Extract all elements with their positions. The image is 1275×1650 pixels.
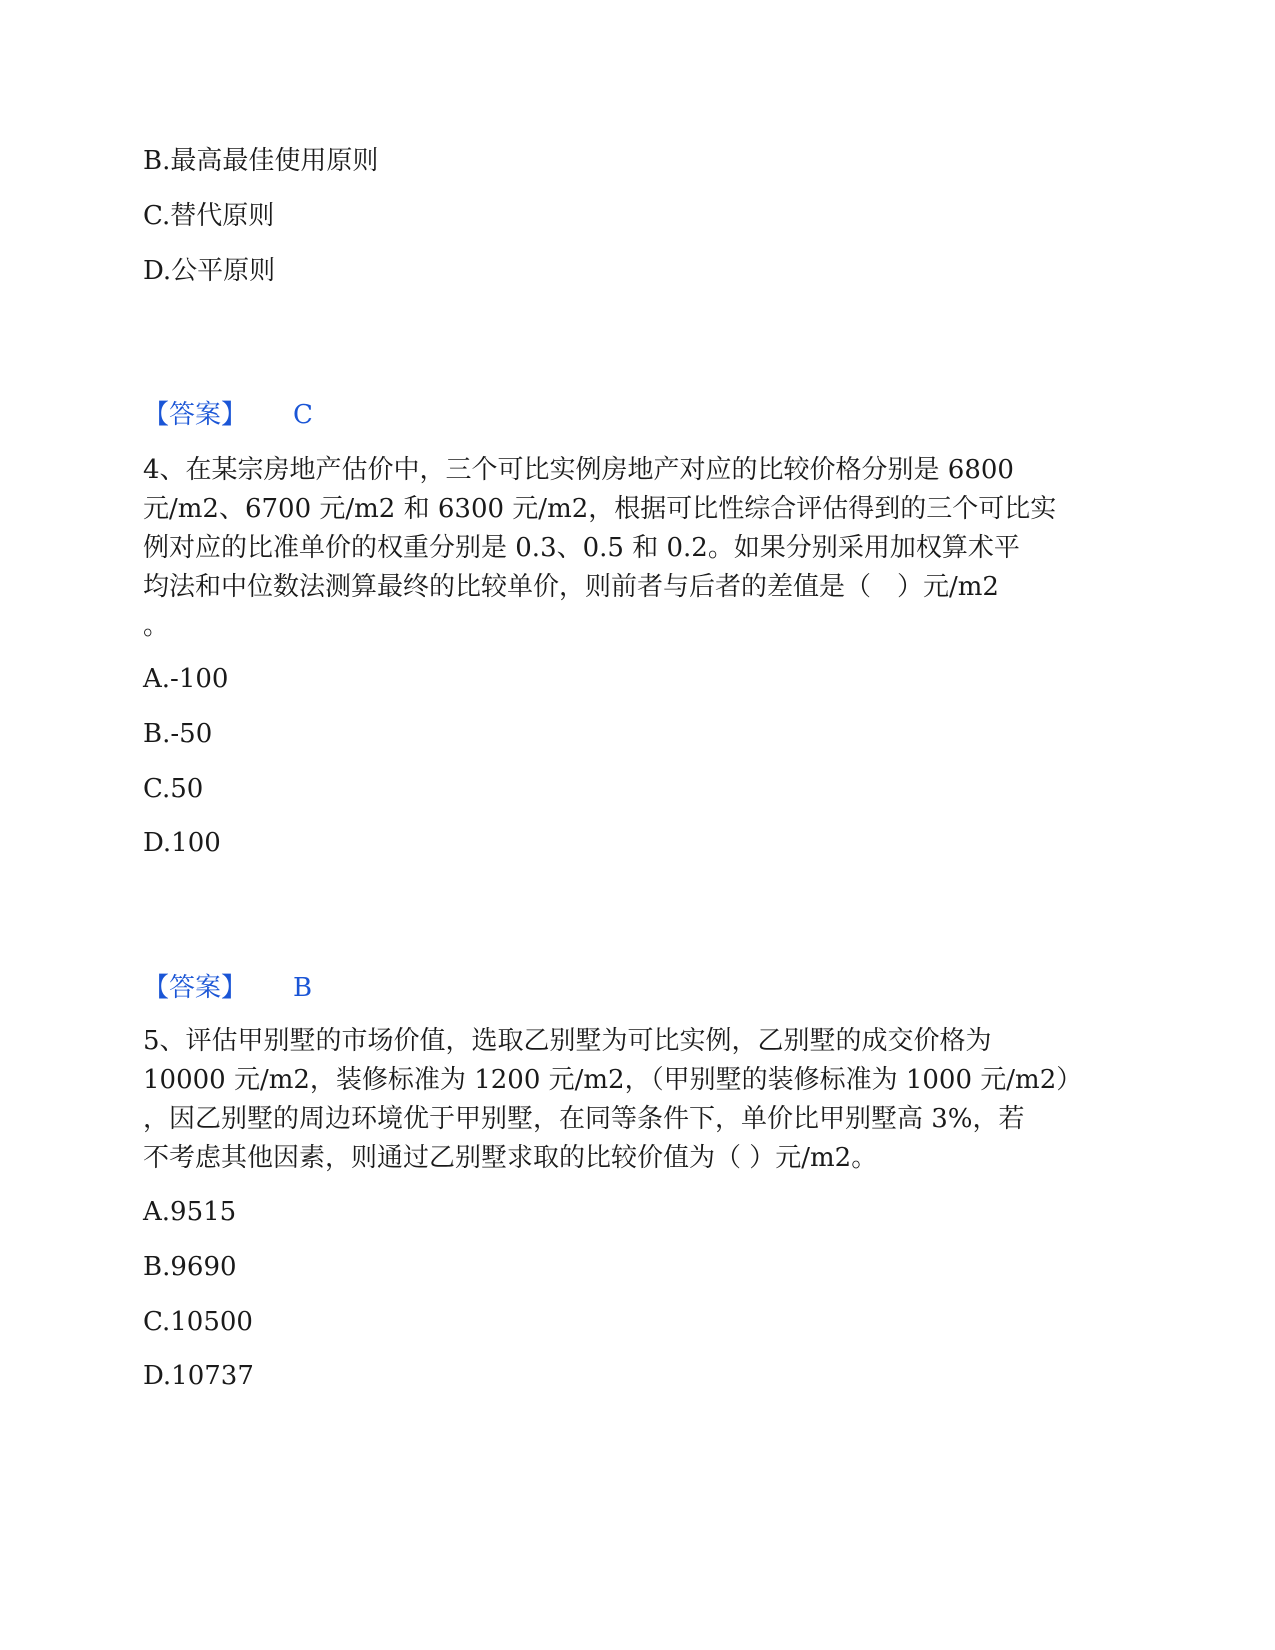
answer-4-tag: 【答案】 [143,973,248,1003]
q5-option-b: B.9690 [143,1252,237,1282]
q4-line-1: 4、在某宗房地产估价中，三个可比实例房地产对应的比较价格分别是 6800 [143,455,1014,485]
answer-3 [143,396,313,434]
q5-line-1: 5、评估甲别墅的市场价值，选取乙别墅为可比实例，乙别墅的成交价格为 [143,1026,992,1056]
q4-option-a: A.-100 [143,664,229,694]
answer-3-tag: 【答案】 [143,400,248,430]
answer-4-value: B [293,973,313,1003]
q4-line-5: 。 [143,611,170,641]
q3-option-c: C.替代原则 [143,201,275,231]
answer-3-value: C [293,400,313,430]
q5-option-a: A.9515 [143,1197,237,1227]
q4-line-2: 元/m2、6700 元/m2 和 6300 元/m2，根据可比性综合评估得到的三个可比实 [143,494,1057,524]
q4-line-4: 均法和中位数法测算最终的比较单价，则前者与后者的差值是（ ）元/m2 [143,572,999,602]
q4-line-3: 例对应的比准单价的权重分别是 0.3、0.5 和 0.2。如果分别采用加权算术平 [143,533,1020,563]
q5-line-4: 不考虑其他因素，则通过乙别墅求取的比较价值为（ ）元/m2。 [143,1143,878,1173]
q5-option-d: D.10737 [143,1361,254,1391]
q5-line-3: ，因乙别墅的周边环境优于甲别墅，在同等条件下，单价比甲别墅高 3%，若 [143,1104,1025,1134]
answer-4 [143,969,312,1007]
q5-line-2: 10000 元/m2，装修标准为 1200 元/m2，（甲别墅的装修标准为 1000 元/m2） [143,1065,1083,1095]
q4-option-c: C.50 [143,774,204,804]
q5-option-c: C.10500 [143,1307,253,1337]
q3-option-b: B.最高最佳使用原则 [143,146,379,176]
q3-option-d: D.公平原则 [143,256,276,286]
q4-option-b: B.-50 [143,719,213,749]
q4-option-d: D.100 [143,828,221,858]
